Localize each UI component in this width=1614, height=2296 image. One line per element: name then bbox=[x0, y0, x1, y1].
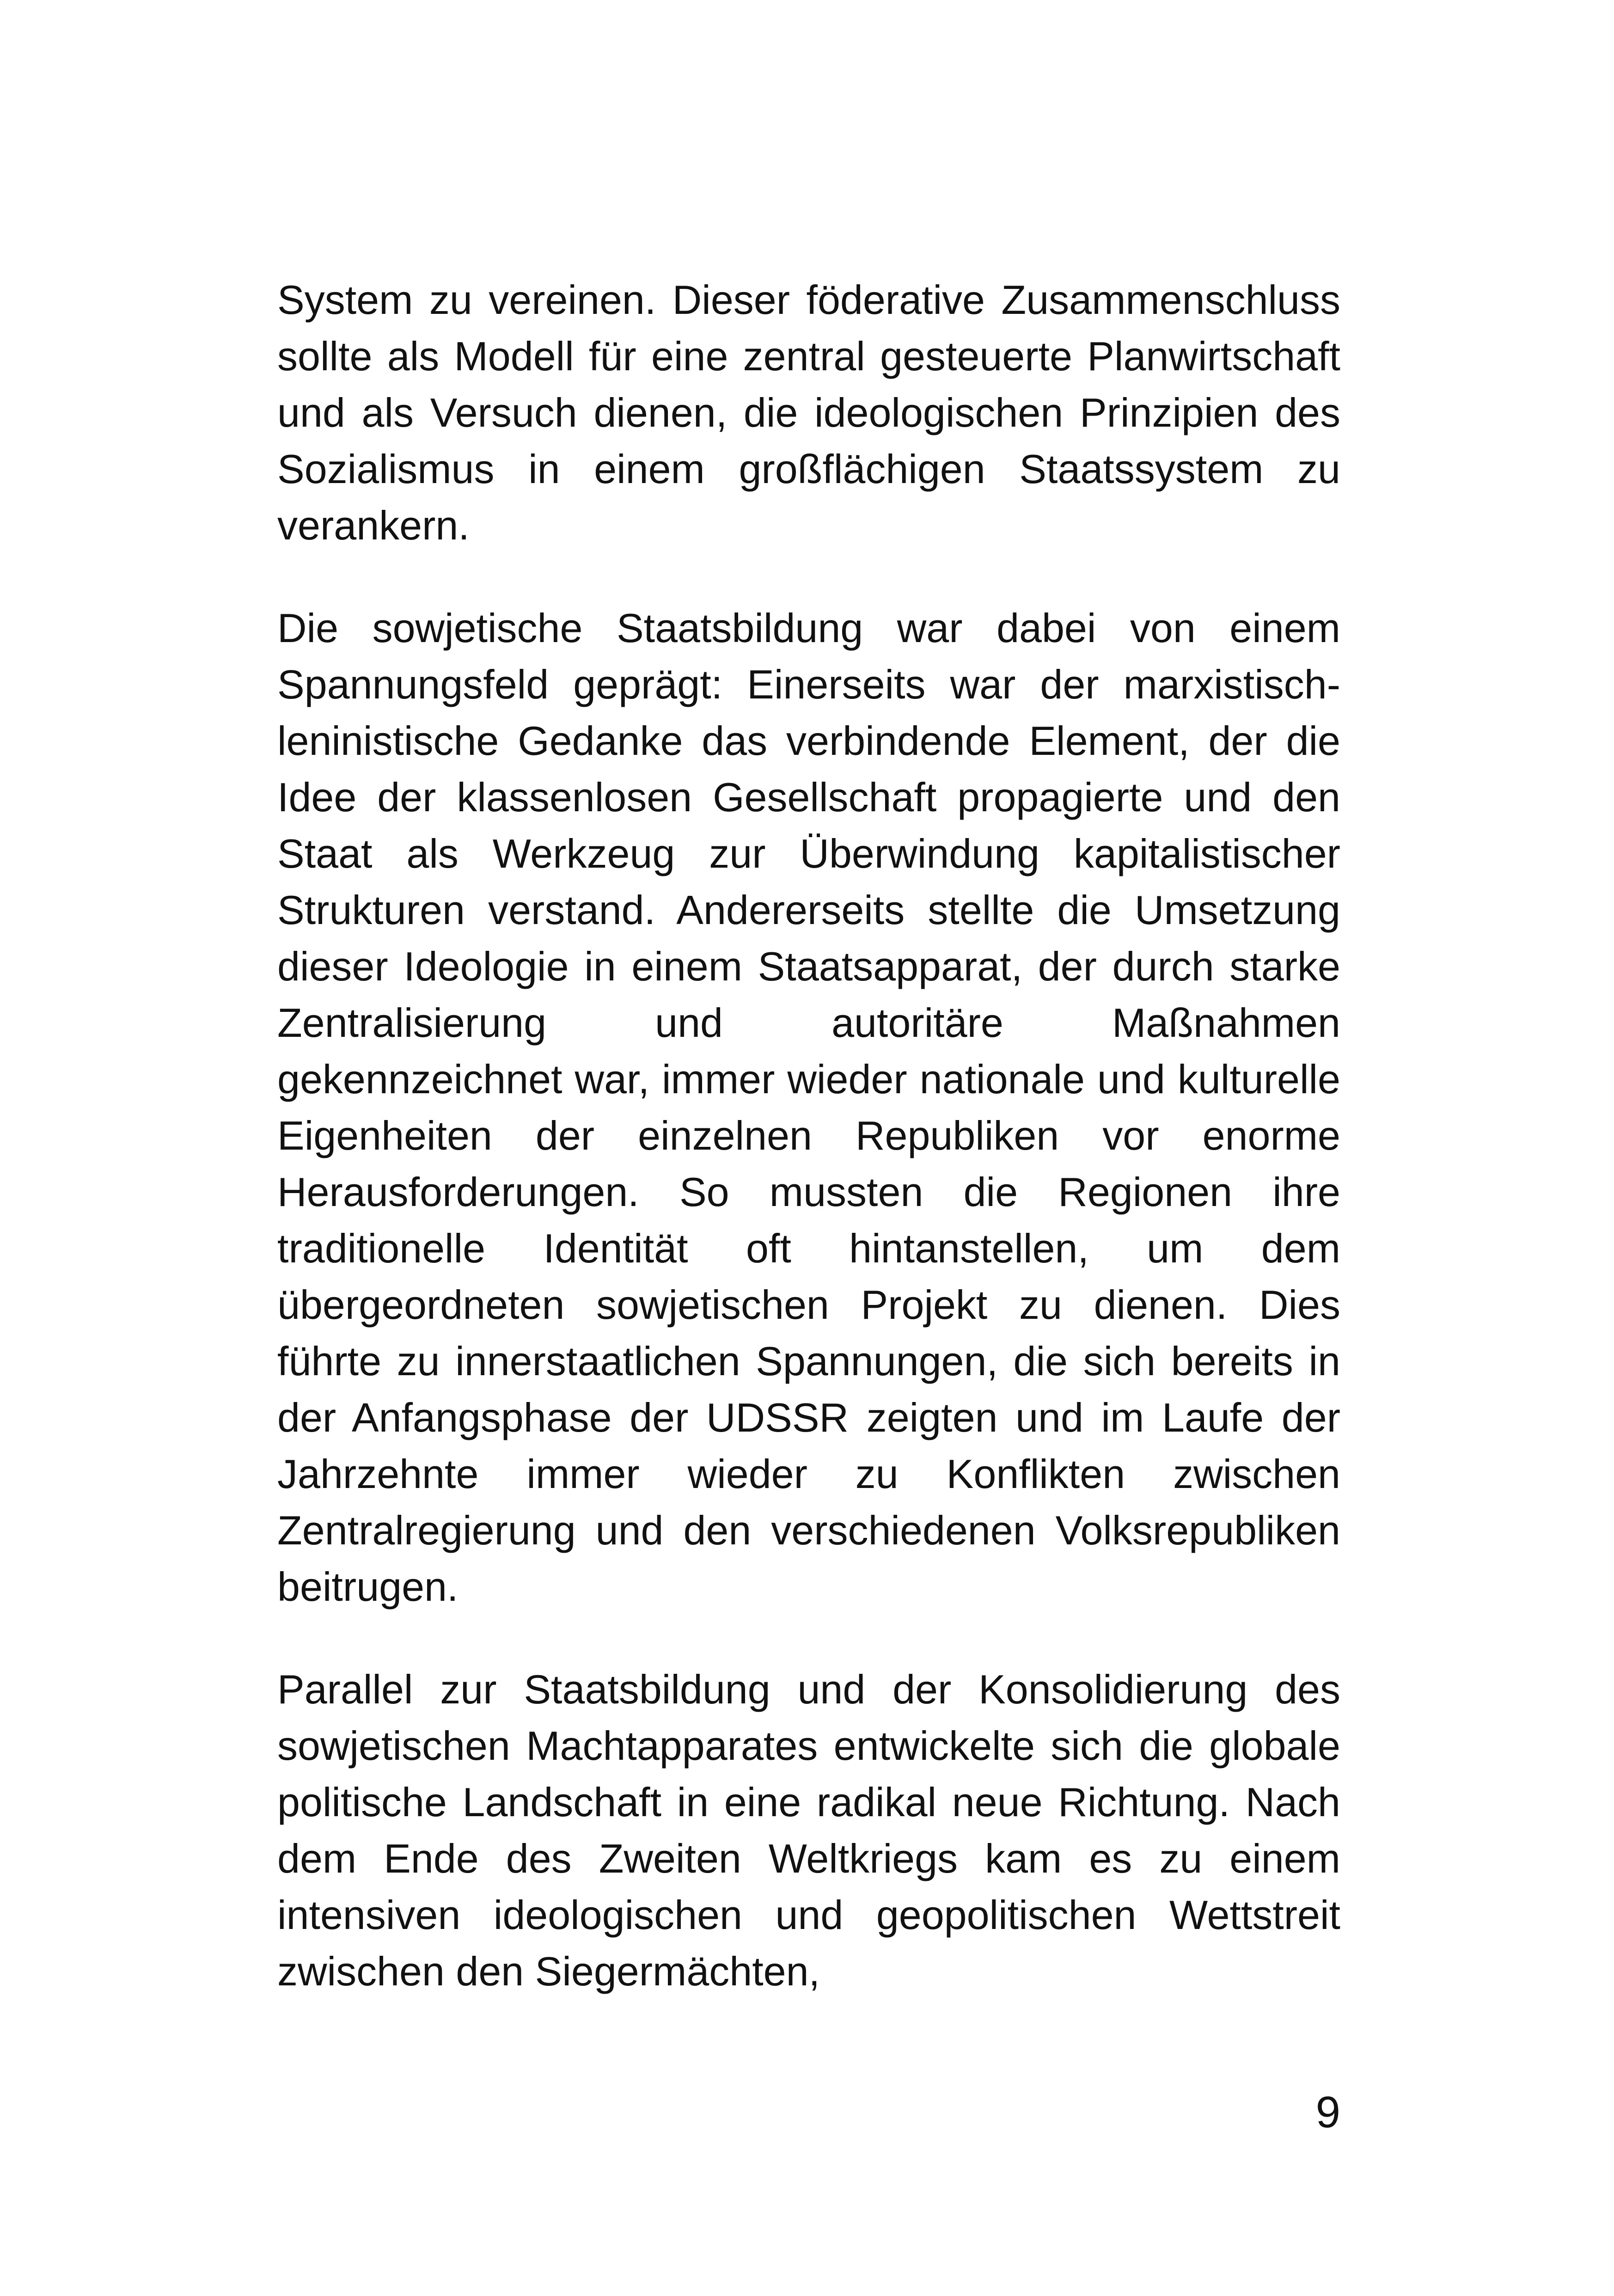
paragraph-3: Parallel zur Staatsbildung und der Konsolidierung des sowjetischen Machtapparates entwickelte sich die globale politische Landschaft in eine radikal neue Richtung. Nach dem Ende des Zweiten Weltkriegs kam es zu einem intensiven ideologischen und geopolitischen Wettstreit zwischen den Siegermächten, bbox=[277, 1666, 1340, 1994]
paragraph-1: System zu vereinen. Dieser föderative Zusammenschluss sollte als Modell für eine zentral gesteuerte Planwirtschaft und als Versuch dienen, die ideologischen Prinzipien des Sozialismus in einem großflächigen Staatssystem zu verankern. bbox=[277, 277, 1340, 548]
page-number: 9 bbox=[1315, 2088, 1340, 2137]
body-text bbox=[277, 272, 1340, 2046]
paragraph-2: Die sowjetische Staatsbildung war dabei von einem Spannungsfeld geprägt: Einerseits war der marxistisch-leninistische Gedanke das verbindende Element, der die Idee der klassenlosen Gesellschaft propagierte und den Staat als Werkzeug zur Überwindung kapitalistischer Strukturen verstand. Andererseits stellte die Umsetzung dieser Ideologie in einem Staatsapparat, der durch starke Zentralisierung und autoritäre Maßnahmen gekennzeichnet war, immer wieder nationale und kulturelle Eigenheiten der einzelnen Republiken vor enorme Herausforderungen. So mussten die Regionen ihre traditionelle Identität oft hintanstellen, um dem übergeordneten sowjetischen Projekt zu dienen. Dies führte zu innerstaatlichen Spannungen, die sich bereits in der Anfangsphase der UDSSR zeigten und im Laufe der Jahrzehnte immer wieder zu Konflikten zwischen Zentralregierung und den verschiedenen Volksrepubliken beitrugen. bbox=[277, 605, 1340, 1610]
